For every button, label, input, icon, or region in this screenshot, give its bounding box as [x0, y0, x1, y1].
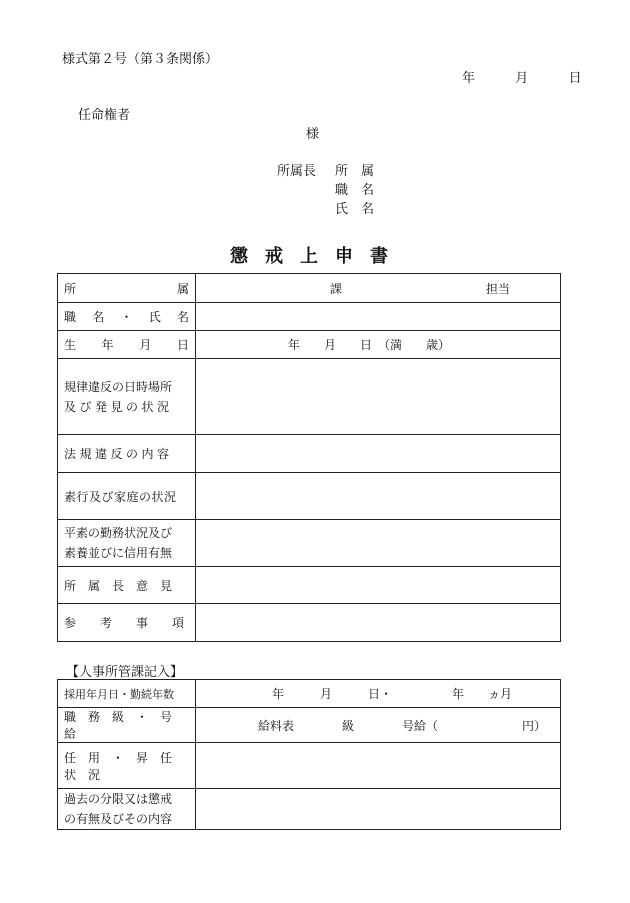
ka-label: 課 — [330, 281, 343, 296]
table-row — [58, 359, 561, 435]
grade-value[interactable] — [196, 708, 561, 743]
hr-section-heading: 【人事所管課記入】 — [66, 665, 184, 680]
post-name-label: 職 名 ・ 氏 名 — [58, 303, 196, 331]
honorific-label: 様 — [306, 127, 320, 142]
head-opinion-value[interactable] — [196, 567, 561, 604]
table-row — [58, 520, 561, 567]
work-label — [58, 520, 196, 567]
hr-table — [57, 679, 561, 830]
head-opinion-label: 所 属 長 意 見 — [58, 567, 196, 604]
employment-label: 採用年月日・勤続年数 — [58, 680, 196, 708]
head-field-affiliation: 所 属 — [335, 164, 375, 179]
table-row — [58, 274, 561, 303]
appointment-label: 任 用 ・ 昇 任 状 況 — [58, 743, 196, 789]
conduct-value[interactable] — [196, 473, 561, 520]
affiliation-label: 所 属 — [58, 274, 196, 303]
work-value[interactable] — [196, 520, 561, 567]
reference-label: 参 考 事 項 — [58, 604, 196, 642]
grade-text: 給料表 級 号給（ 円） — [258, 718, 547, 733]
appointer-label: 任命権者 — [78, 108, 131, 123]
birth-label: 生 年 月 日 — [58, 331, 196, 359]
past-label — [58, 789, 196, 830]
label-line: 素養並びに信用有無 — [64, 546, 173, 560]
document-title: 懲戒上申書 — [230, 246, 405, 267]
year-label: 年 — [462, 71, 476, 86]
table-row — [58, 604, 561, 642]
table-row — [58, 435, 561, 473]
violation-content-value[interactable] — [196, 435, 561, 473]
table-row — [58, 567, 561, 604]
label-line: 規律違反の日時場所 — [64, 379, 173, 394]
tanto-label: 担当 — [486, 281, 511, 296]
table-row — [58, 473, 561, 520]
table-row — [58, 303, 561, 331]
head-block — [277, 162, 374, 219]
birth-date-text: 年 月 日 （満 歳） — [288, 338, 451, 352]
birth-value[interactable] — [196, 331, 561, 359]
employment-text: 年 月 日・ 年 ヵ月 — [272, 687, 513, 701]
grade-label: 職 務 級 ・ 号 給 — [58, 708, 196, 743]
affiliation-value[interactable] — [196, 274, 561, 303]
date-line — [462, 67, 582, 86]
post-name-value[interactable] — [196, 303, 561, 331]
head-field-name: 氏 名 — [335, 202, 375, 217]
day-label: 日 — [568, 71, 582, 86]
head-title: 所属長 — [277, 164, 317, 179]
month-label: 月 — [515, 71, 529, 86]
form-number: 様式第２号（第３条関係） — [62, 52, 219, 67]
table-row — [58, 331, 561, 359]
table-row — [58, 789, 561, 830]
reference-value[interactable] — [196, 604, 561, 642]
employment-value[interactable] — [196, 680, 561, 708]
past-value[interactable] — [196, 789, 561, 830]
table-row — [58, 680, 561, 708]
head-field-post: 職 名 — [335, 183, 375, 198]
conduct-label: 素行及び家庭の状況 — [58, 473, 196, 520]
label-line: 平素の勤務状況及び — [64, 526, 173, 540]
label-line: 及び発見の状況 — [64, 399, 173, 414]
table-row — [58, 708, 561, 743]
appointment-value[interactable] — [196, 743, 561, 789]
violation-time-value[interactable] — [196, 359, 561, 435]
violation-content-label: 法規違反の内容 — [58, 435, 196, 473]
violation-time-label — [58, 359, 196, 435]
main-table — [57, 273, 561, 642]
label-line: 過去の分限又は懲戒 — [64, 792, 173, 806]
label-line: の有無及びその内容 — [64, 812, 173, 826]
table-row — [58, 743, 561, 789]
